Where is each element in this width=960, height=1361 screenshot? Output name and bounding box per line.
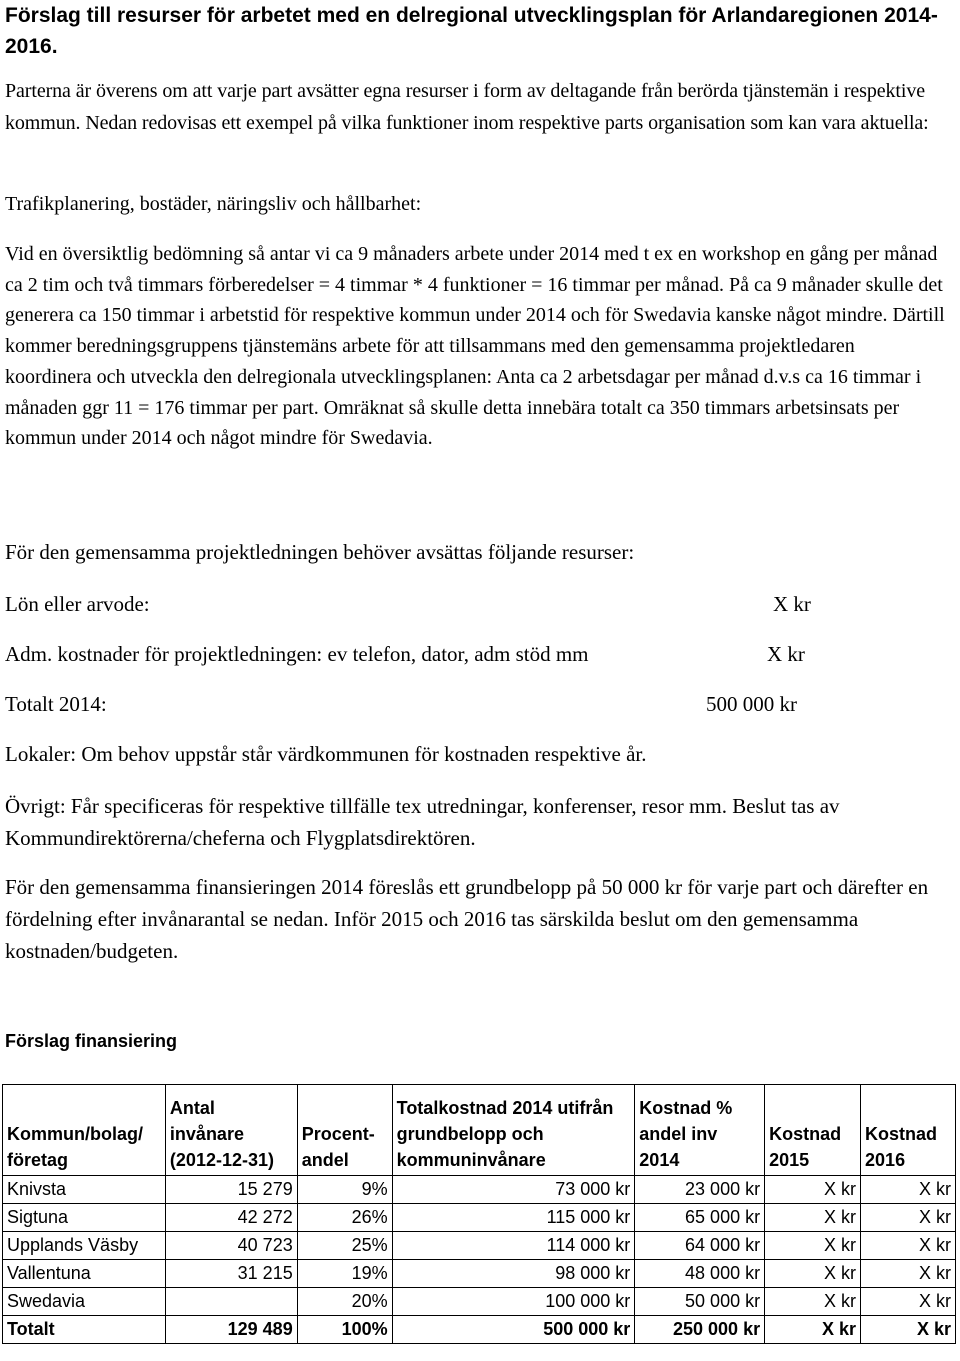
other-paragraph: Övrigt: Får specificeras för respektive tillfälle tex utredningar, konferenser, resor mm. Beslut tas av Kommundirektörerna/cheferna och Flygplatsdirektören. [5, 794, 840, 850]
table-cell: Totalt [3, 1316, 166, 1344]
total-2014-value: 500 000 kr [706, 692, 797, 716]
functions-heading: Trafikplanering, bostäder, näringsliv och hållbarhet: [5, 193, 422, 215]
table-row [3, 1288, 956, 1316]
table-cell: 42 272 [165, 1204, 297, 1232]
table-cell: 65 000 kr [635, 1204, 765, 1232]
table-cell: Knivsta [3, 1176, 166, 1204]
table-cell: Swedavia [3, 1288, 166, 1316]
financing-table [2, 1084, 956, 1344]
table-cell: 48 000 kr [635, 1260, 765, 1288]
table-cell: X kr [861, 1232, 956, 1260]
table-cell: 31 215 [165, 1260, 297, 1288]
table-cell: 23 000 kr [635, 1176, 765, 1204]
column-header: Kommun/bolag/ företag [3, 1085, 166, 1176]
table-cell: 9% [297, 1176, 392, 1204]
column-header: Kostnad 2015 [765, 1085, 861, 1176]
table-cell: 40 723 [165, 1232, 297, 1260]
table-cell: 98 000 kr [392, 1260, 635, 1288]
financing-table-title: Förslag finansiering [5, 1031, 178, 1051]
table-cell: 20% [297, 1288, 392, 1316]
table-row [3, 1232, 956, 1260]
column-header: Kostnad % andel inv 2014 [635, 1085, 765, 1176]
column-header: Procent-andel [297, 1085, 392, 1176]
table-row [3, 1260, 956, 1288]
table-cell: X kr [765, 1232, 861, 1260]
salary-label: Lön eller arvode: [5, 592, 150, 616]
table-cell: 250 000 kr [635, 1316, 765, 1344]
column-header: Kostnad 2016 [861, 1085, 956, 1176]
table-cell: X kr [765, 1260, 861, 1288]
table-row [3, 1204, 956, 1232]
table-cell: X kr [765, 1176, 861, 1204]
table-cell: 50 000 kr [635, 1288, 765, 1316]
table-cell: 500 000 kr [392, 1316, 635, 1344]
table-cell: 15 279 [165, 1176, 297, 1204]
admin-cost-value: X kr [767, 642, 805, 666]
table-cell: X kr [765, 1204, 861, 1232]
salary-value: X kr [773, 592, 811, 616]
table-cell: Sigtuna [3, 1204, 166, 1232]
table-row [3, 1176, 956, 1204]
table-cell: X kr [861, 1260, 956, 1288]
table-cell [165, 1288, 297, 1316]
resources-heading: För den gemensamma projektledningen behöver avsättas följande resurser: [5, 540, 635, 564]
admin-cost-label: Adm. kostnader för projektledningen: ev telefon, dator, adm stöd mm [5, 642, 589, 666]
table-cell: Vallentuna [3, 1260, 166, 1288]
table-cell: 73 000 kr [392, 1176, 635, 1204]
table-cell: 115 000 kr [392, 1204, 635, 1232]
table-cell: X kr [861, 1288, 956, 1316]
premises-paragraph: Lokaler: Om behov uppstår står värdkommunen för kostnaden respektive år. [5, 742, 647, 766]
table-cell: X kr [765, 1316, 861, 1344]
total-2014-label: Totalt 2014: [5, 692, 107, 716]
financing-paragraph: För den gemensamma finansieringen 2014 föreslås ett grundbelopp på 50 000 kr för varje part och därefter en fördelning efter invånarantal se nedan. Inför 2015 och 2016 tas särskilda beslut om den gemensamma kostnaden/budgeten. [5, 875, 929, 963]
table-cell: 26% [297, 1204, 392, 1232]
table-cell: 25% [297, 1232, 392, 1260]
table-cell: 129 489 [165, 1316, 297, 1344]
column-header: Totalkostnad 2014 utifrån grundbelopp och kommuninvånare [392, 1085, 635, 1176]
table-cell: 100 000 kr [392, 1288, 635, 1316]
table-cell: X kr [861, 1176, 956, 1204]
table-header-row [3, 1085, 956, 1176]
estimate-paragraph: Vid en översiktlig bedömning så antar vi ca 9 månaders arbete under 2014 med t ex en workshop en gång per månad ca 2 tim och två timmars förberedelser = 4 timmar * 4 funktioner = 16 timmar per månad. På ca 9 månader skulle det generera ca 150 timmar i arbetstid för respektive kommun under 2014 och för Swedavia kanske något mindre. Därtill kommer beredningsgruppens tjänstemäns arbete för att tillsammans med den gemensamma projektledaren koordinera och utveckla den delregionala utvecklingsplanen: Anta ca 2 arbetsdagar per månad d.v.s ca 16 timmar i månaden ggr 11 = 176 timmar per part. Omräknat så skulle detta innebära totalt ca 350 timmars arbetsinsats per kommun under 2014 och något mindre för Swedavia. [5, 243, 945, 450]
column-header: Antal invånare (2012-12-31) [165, 1085, 297, 1176]
table-cell: 19% [297, 1260, 392, 1288]
intro-paragraph: Parterna är överens om att varje part avsätter egna resurser i form av deltagande från berörda tjänstemän i respektive kommun. Nedan redovisas ett exempel på vilka funktioner inom respektive parts organisation som kan vara aktuella: [5, 80, 929, 134]
document-title: Förslag till resurser för arbetet med en delregional utvecklingsplan för Arlandaregionen 2014-2016. [5, 4, 938, 58]
table-cell: Upplands Väsby [3, 1232, 166, 1260]
table-cell: X kr [765, 1288, 861, 1316]
table-total-row [3, 1316, 956, 1344]
table-cell: 114 000 kr [392, 1232, 635, 1260]
table-cell: X kr [861, 1316, 956, 1344]
table-cell: 100% [297, 1316, 392, 1344]
table-cell: 64 000 kr [635, 1232, 765, 1260]
table-cell: X kr [861, 1204, 956, 1232]
